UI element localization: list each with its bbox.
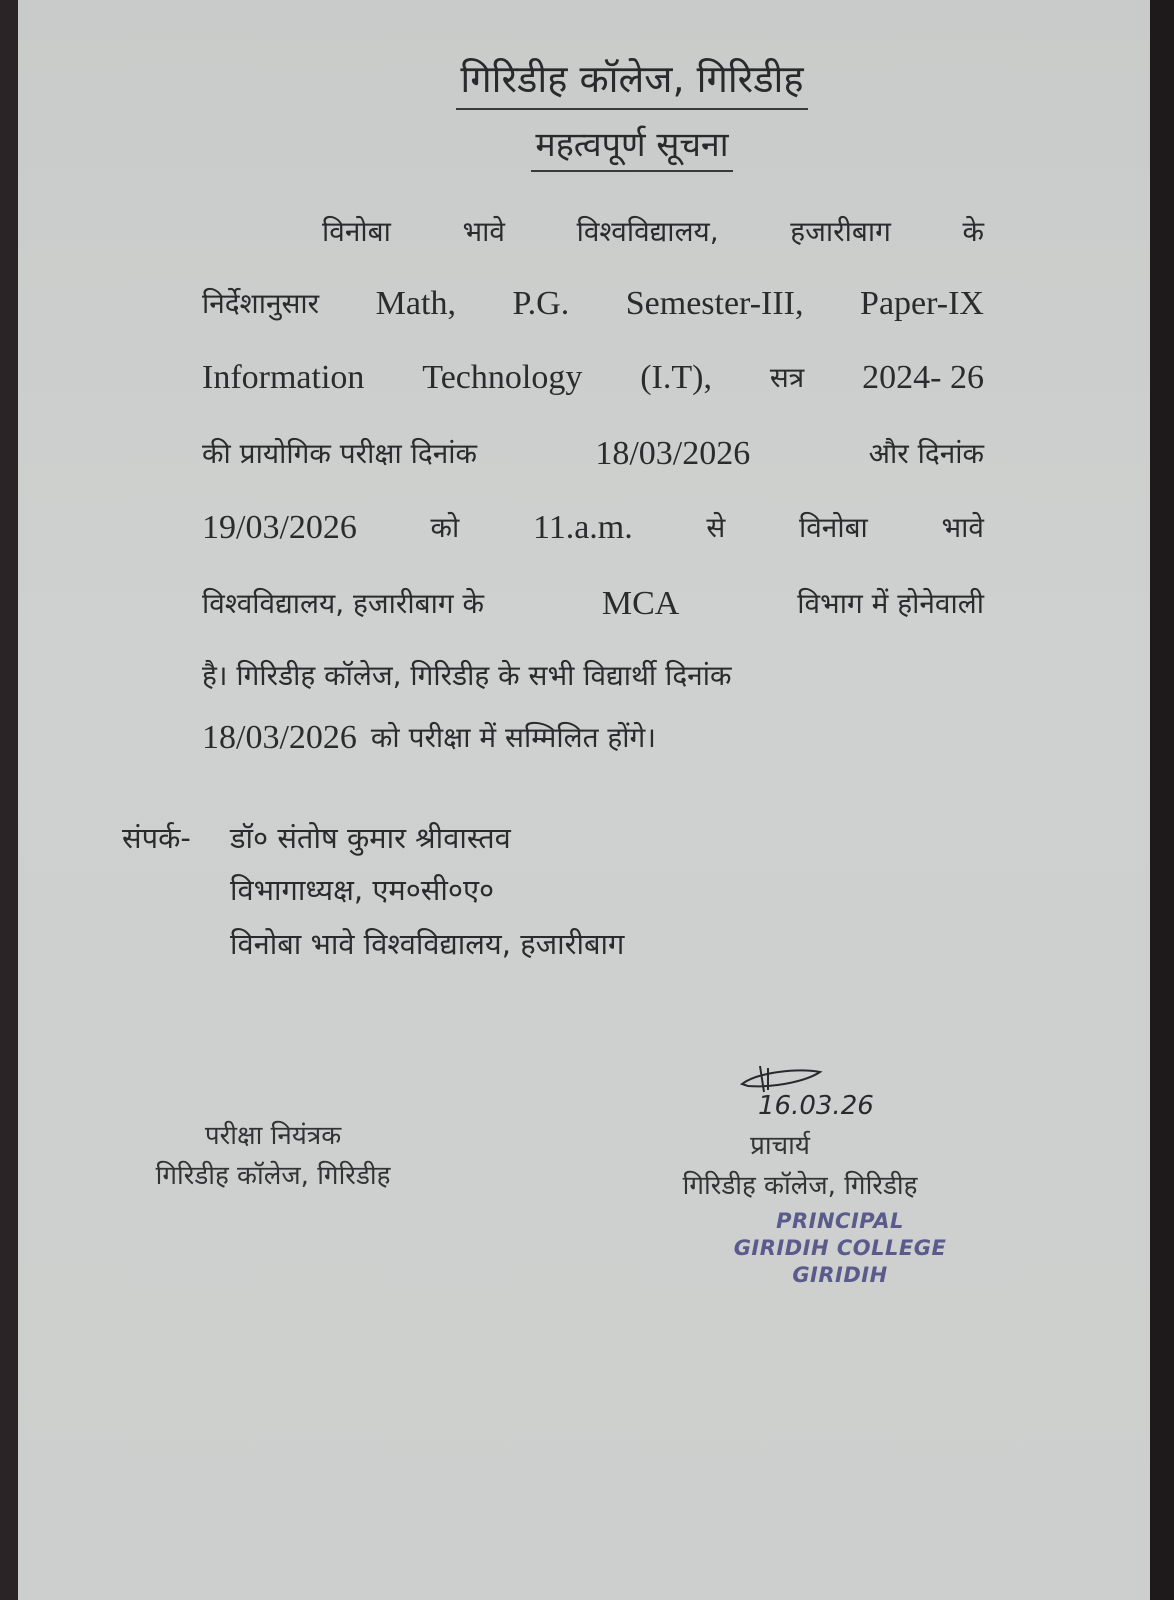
contact-university: विनोबा भावे विश्वविद्यालय, हजारीबाग xyxy=(230,927,625,961)
exam-controller-signatory xyxy=(108,1116,438,1196)
signature-scribble-icon xyxy=(738,1062,938,1122)
body-line-8: 18/03/2026 को परीक्षा में सम्मिलित होंगे। xyxy=(202,719,656,756)
body-line-1: विनोबा भावे विश्वविद्यालय, हजारीबाग के xyxy=(322,215,984,248)
notice-subtitle: महत्वपूर्ण सूचना xyxy=(18,120,1150,172)
body-line-2: निर्देशानुसार Math, P.G. Semester-III, Paper-IX xyxy=(202,285,984,322)
principal-institution: गिरिडीह कॉलेज, गिरिडीह xyxy=(682,1171,918,1201)
contact-name: डॉ० संतोष कुमार श्रीवास्तव xyxy=(230,821,511,855)
body-line-6: विश्वविद्यालय, हजारीबाग के MCA विभाग में होनेवाली xyxy=(202,585,984,622)
principal-signature xyxy=(738,1062,938,1126)
principal-stamp: PRINCIPAL GIRIDIH COLLEGE GIRIDIH xyxy=(733,1209,947,1287)
body-line-4: की प्रायोगिक परीक्षा दिनांक 18/03/2026 और दिनांक xyxy=(202,435,984,472)
principal-title: प्राचार्य xyxy=(750,1131,810,1161)
background-edge xyxy=(1150,0,1174,1600)
contact-label: संपर्क- xyxy=(122,821,191,855)
body-line-3: Information Technology (I.T), सत्र 2024- 26 xyxy=(202,359,984,396)
institution-title: गिरिडीह कॉलेज, गिरिडीह xyxy=(18,52,1150,110)
body-line-5: 19/03/2026 को 11.a.m. से विनोबा भावे xyxy=(202,509,984,546)
svg-text:16.03.26: 16.03.26 xyxy=(758,1091,874,1121)
exam-controller-institution: गिरिडीह कॉलेज, गिरिडीह xyxy=(155,1161,391,1191)
body-line-7: है। गिरिडीह कॉलेज, गिरिडीह के सभी विद्यार्थी दिनांक xyxy=(202,659,732,692)
exam-controller-title: परीक्षा नियंत्रक xyxy=(204,1121,342,1151)
notice-paper xyxy=(18,0,1150,1600)
principal-signatory xyxy=(630,1126,970,1206)
contact-designation: विभागाध्यक्ष, एम०सी०ए० xyxy=(230,873,495,907)
